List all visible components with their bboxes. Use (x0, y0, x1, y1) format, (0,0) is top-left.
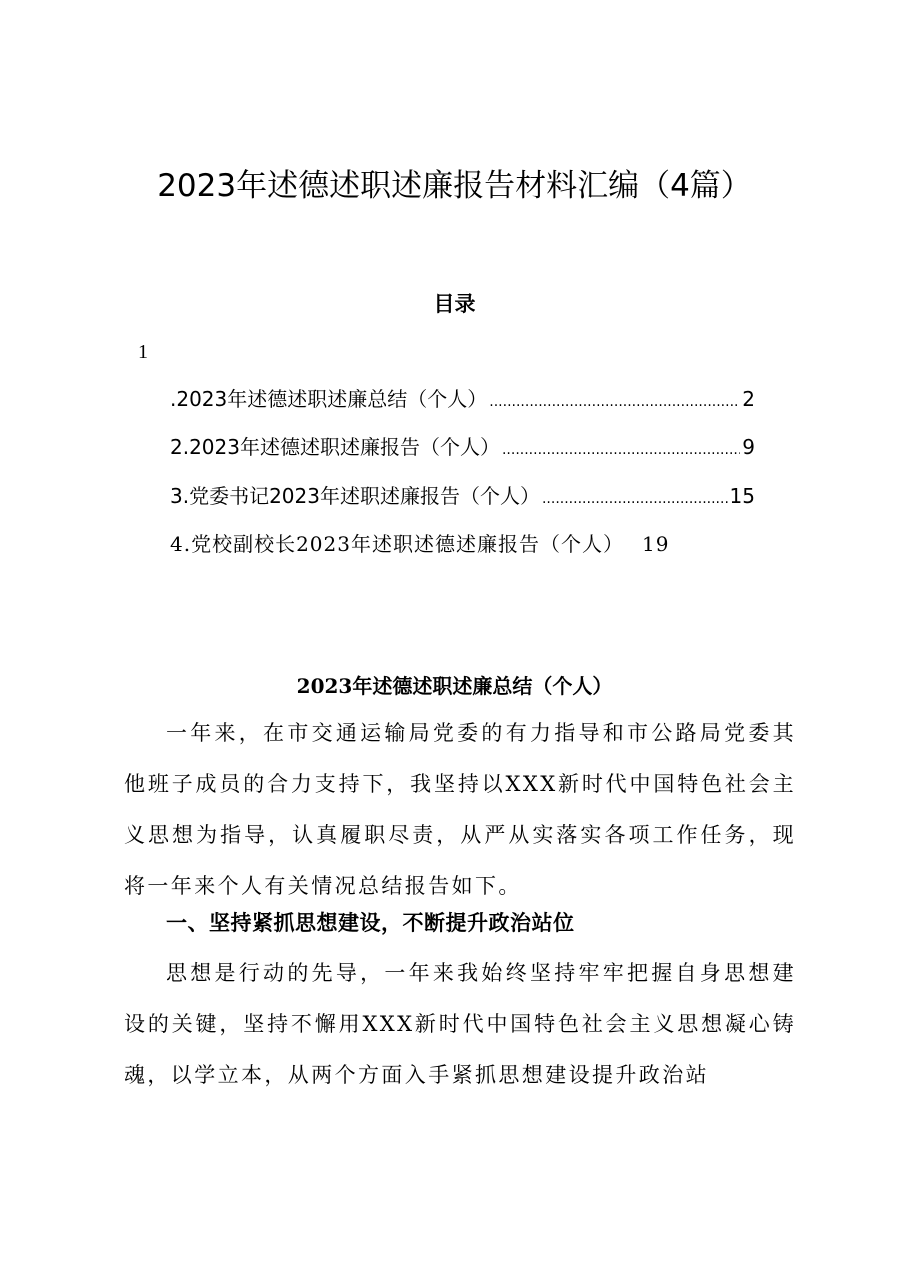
toc-item-page: 19 (641, 532, 670, 556)
toc-item-page: 15 (729, 484, 755, 508)
section-heading: 一、坚持紧抓思想建设，不断提升政治站位 (166, 911, 575, 935)
toc-leader-dots (489, 387, 740, 411)
document-title: 2023年述德述职述廉报告材料汇编（4篇） (157, 168, 752, 204)
toc-item[interactable] (170, 383, 755, 412)
toc-item-page: 9 (742, 435, 755, 459)
body-paragraph: 一年来，在市交通运输局党委的有力指导和市公路局党委其他班子成员的合力支持下，我坚持以XXX新时代中国特色社会主义思想为指导，认真履职尽责，从严从实落实各项工作任务，现将一年来个人有关情况总结报告如下。 (124, 721, 796, 898)
toc-item[interactable] (170, 431, 755, 460)
toc-heading: 目录 (433, 291, 476, 316)
toc-item[interactable] (170, 528, 755, 557)
toc-stray-number: 1 (138, 341, 148, 363)
toc-item-page: 2 (742, 387, 755, 411)
toc-leader-dots (502, 435, 740, 459)
toc-item-label: 3.党委书记2023年述职述廉报告（个人） (170, 484, 540, 508)
toc-item-label: 4.党校副校长2023年述职述德述廉报告（个人） (170, 532, 624, 556)
body-paragraph: 思想是行动的先导，一年来我始终坚持牢牢把握自身思想建设的关键，坚持不懈用XXX新时代中国特色社会主义思想凝心铸魂，以学立本，从两个方面入手紧抓思想建设提升政治站 (124, 961, 796, 1087)
toc-leader-dots (542, 484, 728, 508)
toc-item[interactable] (170, 480, 755, 509)
toc-item-label: .2023年述德述职述廉总结（个人） (170, 387, 488, 411)
section-title: 2023年述德述职述廉总结（个人） (296, 674, 613, 698)
toc-item-label: 2.2023年述德述职述廉报告（个人） (170, 435, 500, 459)
